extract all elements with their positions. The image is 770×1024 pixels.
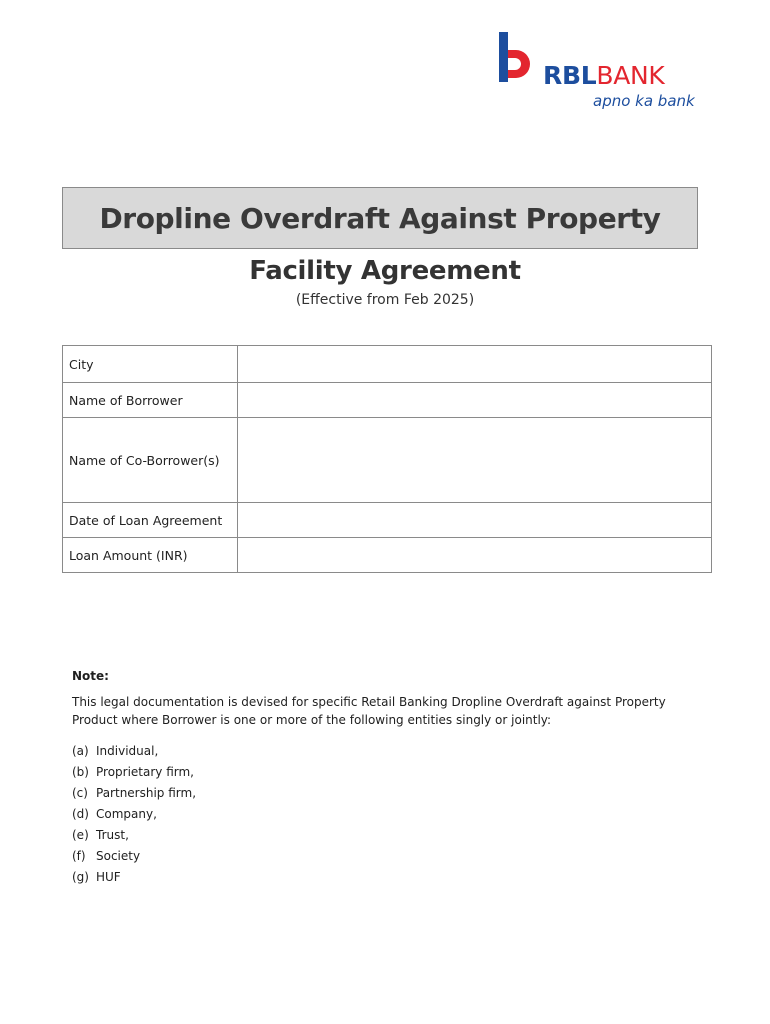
list-item [72, 867, 712, 888]
list-text: Partnership firm, [96, 786, 197, 800]
field-value-city[interactable] [238, 346, 712, 383]
logo-wordmark [543, 62, 665, 90]
list-marker: (g) [72, 870, 89, 884]
list-item [72, 741, 712, 762]
note-body: This legal documentation is devised for specific Retail Banking Dropline Overdraft against Property Product where Borrower is one or more of the following entities singly or jointly: [72, 695, 666, 727]
list-item [72, 762, 712, 783]
title-banner [62, 187, 698, 249]
list-marker: (a) [72, 744, 89, 758]
list-text: HUF [96, 870, 121, 884]
table-row [63, 538, 712, 573]
document-subtitle: Facility Agreement [249, 256, 521, 286]
logo-rbl: RBL [543, 61, 597, 90]
table-row [63, 418, 712, 503]
logo-tagline: apno ka bank [593, 92, 695, 110]
field-label-co-borrowers: Name of Co-Borrower(s) [63, 418, 238, 503]
field-value-co-borrowers[interactable] [238, 418, 712, 503]
field-label-loan-date: Date of Loan Agreement [63, 503, 238, 538]
note-section [72, 667, 712, 888]
field-value-borrower[interactable] [238, 383, 712, 418]
list-text: Trust, [96, 828, 129, 842]
note-title: Note: [72, 669, 109, 683]
rbl-bank-logo [497, 32, 703, 110]
field-label-loan-amount: Loan Amount (INR) [63, 538, 238, 573]
table-row [63, 503, 712, 538]
rbl-logo-icon [497, 32, 541, 84]
field-label-city: City [63, 346, 238, 383]
list-marker: (f) [72, 849, 86, 863]
logo-bank: BANK [596, 61, 665, 90]
list-marker: (b) [72, 765, 89, 779]
list-item [72, 846, 712, 867]
list-marker: (d) [72, 807, 89, 821]
table-row [63, 346, 712, 383]
list-item [72, 804, 712, 825]
list-text: Individual, [96, 744, 159, 758]
list-marker: (c) [72, 786, 88, 800]
field-value-loan-date[interactable] [238, 503, 712, 538]
list-text: Company, [96, 807, 157, 821]
field-label-borrower: Name of Borrower [63, 383, 238, 418]
list-text: Society [96, 849, 141, 863]
list-text: Proprietary firm, [96, 765, 194, 779]
entity-list [72, 741, 712, 888]
list-item [72, 825, 712, 846]
list-marker: (e) [72, 828, 89, 842]
borrower-details-table [62, 345, 712, 573]
table-row [63, 383, 712, 418]
effective-date: (Effective from Feb 2025) [295, 292, 475, 308]
list-item [72, 783, 712, 804]
field-value-loan-amount[interactable] [238, 538, 712, 573]
document-title: Dropline Overdraft Against Property [99, 201, 661, 235]
